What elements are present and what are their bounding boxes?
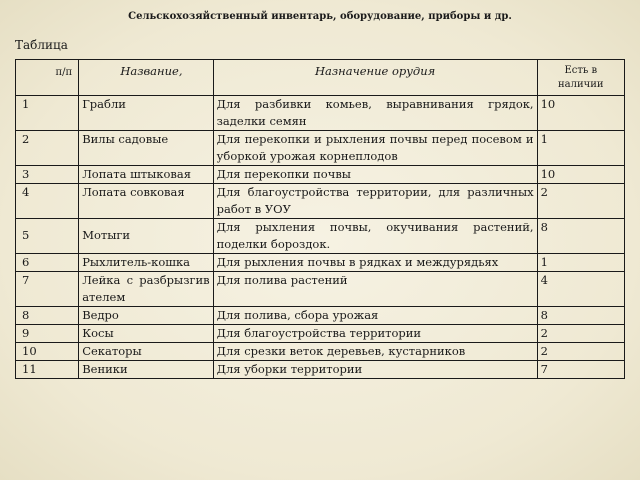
row-name: Веники <box>79 361 213 379</box>
row-available: 2 <box>537 184 624 219</box>
row-purpose: Для перекопки и рыхления почвы перед посевом и уборкой урожая корнеплодов <box>213 131 537 166</box>
row-name: Ведро <box>79 307 213 325</box>
row-num: 3 <box>16 166 79 184</box>
table-row <box>16 325 625 343</box>
row-name: Вилы садовые <box>79 131 213 166</box>
row-name: Лопата штыковая <box>79 166 213 184</box>
row-num: 11 <box>16 361 79 379</box>
header-available: Есть в наличии <box>537 60 624 96</box>
inventory-table <box>15 59 625 379</box>
row-num: 7 <box>16 272 79 307</box>
table-row <box>16 272 625 307</box>
table-body <box>16 96 625 379</box>
row-num: 8 <box>16 307 79 325</box>
table-row <box>16 254 625 272</box>
document-title: Сельскохозяйственный инвентарь, оборудование, приборы и др. <box>128 11 512 22</box>
row-num: 5 <box>16 219 79 254</box>
row-purpose: Для рыхления почвы в рядках и междурядьях <box>213 254 537 272</box>
row-purpose: Для полива, сбора урожая <box>213 307 537 325</box>
table-row <box>16 184 625 219</box>
table-row <box>16 166 625 184</box>
header-purpose: Назначение орудия <box>213 60 537 96</box>
row-available: 10 <box>537 96 624 131</box>
row-purpose: Для уборки территории <box>213 361 537 379</box>
table-row <box>16 96 625 131</box>
row-num: 10 <box>16 343 79 361</box>
row-name: Грабли <box>79 96 213 131</box>
row-num: 2 <box>16 131 79 166</box>
row-name: Лейка с разбрызгивателем <box>79 272 213 307</box>
row-purpose: Для перекопки почвы <box>213 166 537 184</box>
row-purpose: Для полива растений <box>213 272 537 307</box>
table-header-row <box>16 60 625 96</box>
row-name: Секаторы <box>79 343 213 361</box>
row-purpose: Для срезки веток деревьев, кустарников <box>213 343 537 361</box>
row-available: 8 <box>537 219 624 254</box>
row-purpose: Для благоустройства территории <box>213 325 537 343</box>
row-available: 8 <box>537 307 624 325</box>
table-row <box>16 219 625 254</box>
row-purpose: Для разбивки комьев, выравнивания грядок, заделки семян <box>213 96 537 131</box>
header-name: Название, <box>79 60 213 96</box>
row-available: 7 <box>537 361 624 379</box>
row-name: Мотыги <box>79 219 213 254</box>
row-purpose: Для рыхления почвы, окучивания растений, поделки бороздок. <box>213 219 537 254</box>
table-row <box>16 343 625 361</box>
row-name: Рыхлитель-кошка <box>79 254 213 272</box>
row-num: 4 <box>16 184 79 219</box>
row-available: 2 <box>537 325 624 343</box>
row-num: 9 <box>16 325 79 343</box>
row-num: 6 <box>16 254 79 272</box>
row-name: Косы <box>79 325 213 343</box>
row-available: 4 <box>537 272 624 307</box>
table-row <box>16 307 625 325</box>
table-row <box>16 361 625 379</box>
row-purpose: Для благоустройства территории, для различных работ в УОУ <box>213 184 537 219</box>
row-available: 1 <box>537 131 624 166</box>
header-num: п/п <box>16 60 79 96</box>
row-num: 1 <box>16 96 79 131</box>
row-available: 2 <box>537 343 624 361</box>
row-available: 10 <box>537 166 624 184</box>
row-name: Лопата совковая <box>79 184 213 219</box>
row-available: 1 <box>537 254 624 272</box>
table-caption: Таблица <box>15 38 68 52</box>
table-row <box>16 131 625 166</box>
